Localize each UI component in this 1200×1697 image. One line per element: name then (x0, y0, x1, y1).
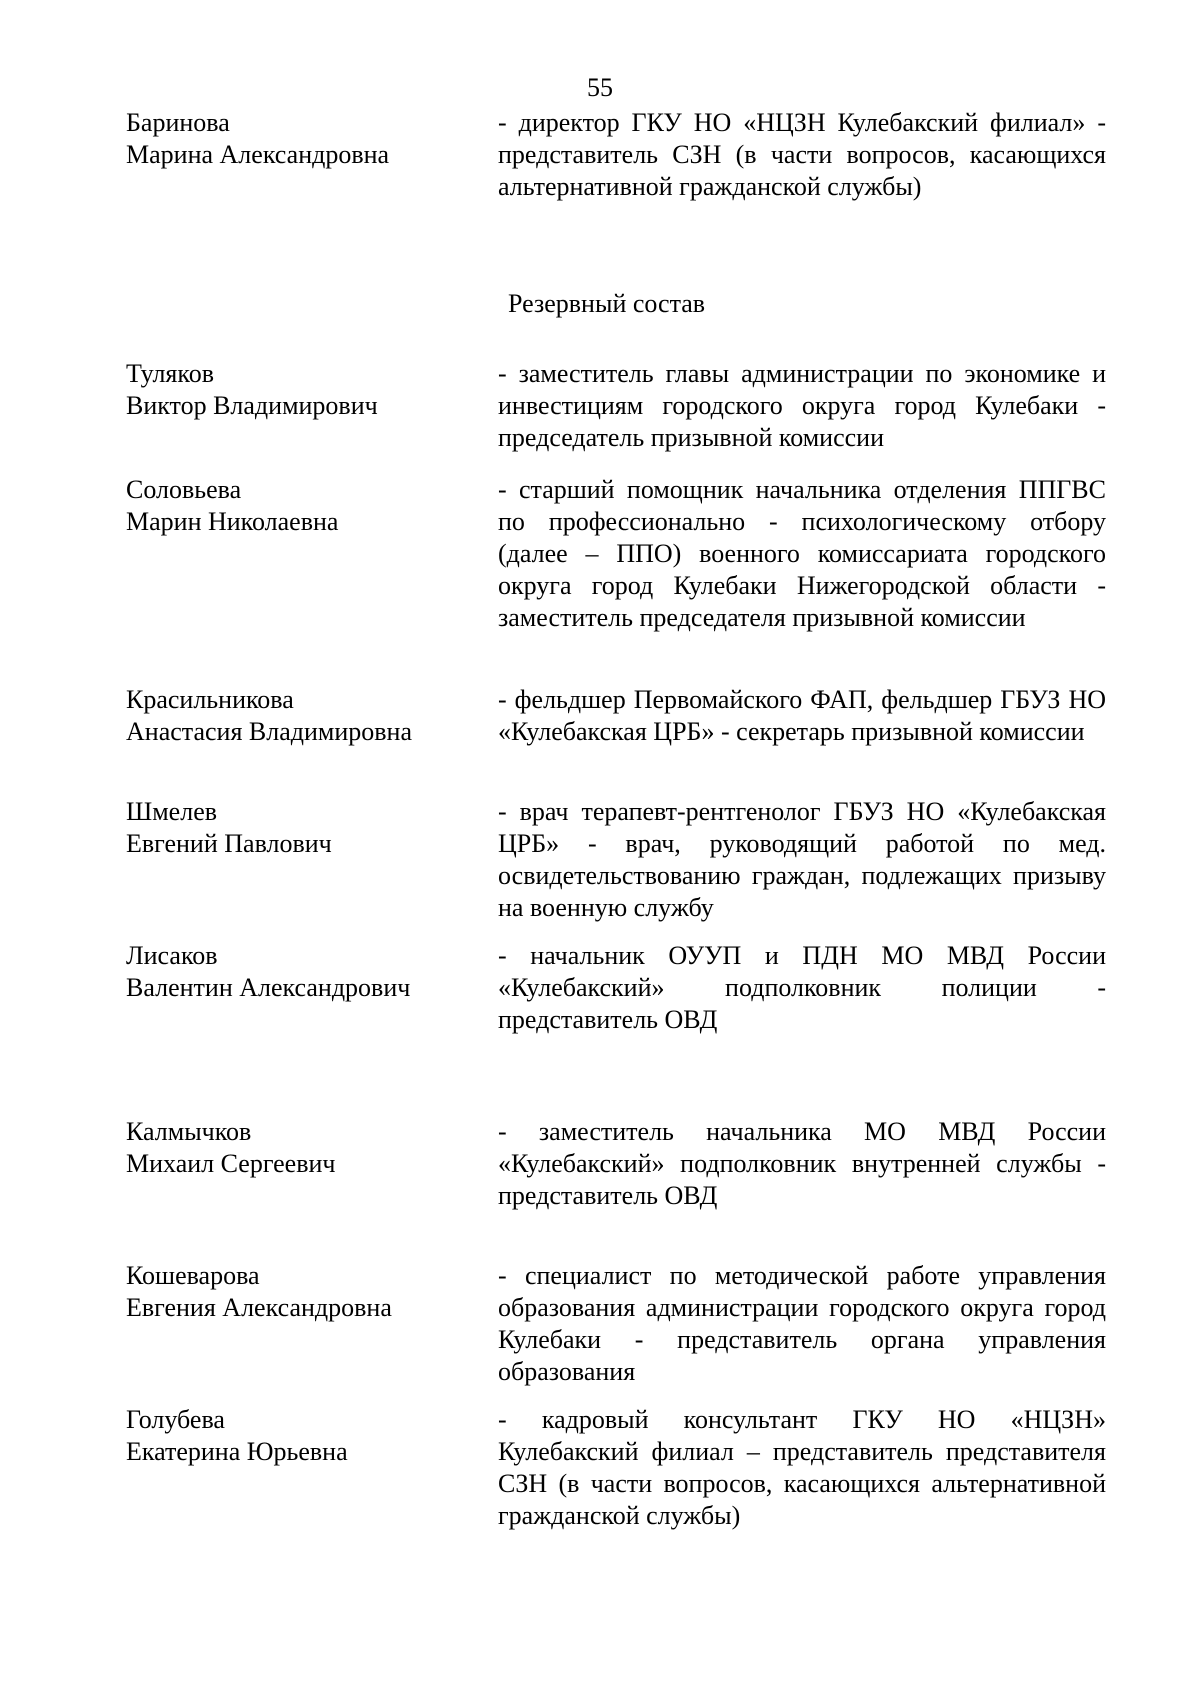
page-number: 55 (587, 73, 613, 102)
section-title: Резервный состав (508, 289, 706, 318)
member-role: - врач терапевт-рентгенолог ГБУЗ НО «Кулебакская ЦРБ» - врач, руководящий работой по мед. освидетельствованию граждан, подлежащих призыву на военную службу (498, 797, 1106, 922)
member-surname: Шмелев (126, 797, 218, 826)
member-role: - специалист по методической работе управления образования администрации городского округа город Кулебаки - представитель органа управления образования (498, 1261, 1106, 1386)
member-name (126, 1116, 486, 1180)
member-surname: Лисаков (126, 941, 218, 970)
member-name (126, 107, 486, 171)
member-given-names: Марин Николаевна (126, 507, 339, 536)
member-name (126, 684, 486, 748)
member-surname: Баринова (126, 108, 230, 137)
member-role: - директор ГКУ НО «НЦЗН Кулебакский филиал» - представитель СЗН (в части вопросов, касающихся альтернативной гражданской службы) (498, 108, 1106, 201)
member-given-names: Виктор Владимирович (126, 391, 378, 420)
member-given-names: Евгения Александровна (126, 1293, 392, 1322)
member-surname: Красильникова (126, 685, 294, 714)
member-role: - начальник ОУУП и ПДН МО МВД России «Кулебакский» подполковник полиции - представитель ОВД (498, 941, 1106, 1034)
member-role: - старший помощник начальника отделения ППГВС по профессионально - психологическому отбору (далее – ППО) военного комиссариата городского округа город Кулебаки Нижегородской области - заместитель председателя призывной комиссии (498, 475, 1106, 632)
member-surname: Калмычков (126, 1117, 252, 1146)
member-name (126, 358, 486, 422)
member-role: - заместитель начальника МО МВД России «Кулебакский» подполковник внутренней службы - представитель ОВД (498, 1117, 1106, 1210)
member-given-names: Валентин Александрович (126, 973, 411, 1002)
member-surname: Туляков (126, 359, 214, 388)
member-given-names: Евгений Павлович (126, 829, 332, 858)
member-surname: Голубева (126, 1405, 225, 1434)
member-surname: Соловьева (126, 475, 242, 504)
member-given-names: Марина Александровна (126, 140, 390, 169)
member-role: - фельдшер Первомайского ФАП, фельдшер ГБУЗ НО «Кулебакская ЦРБ» - секретарь призывной комиссии (498, 685, 1106, 746)
member-given-names: Михаил Сергеевич (126, 1149, 336, 1178)
member-role: - заместитель главы администрации по экономике и инвестициям городского округа город Кулебаки - председатель призывной комиссии (498, 359, 1106, 452)
member-role: - кадровый консультант ГКУ НО «НЦЗН» Кулебакский филиал – представитель представителя СЗН (в части вопросов, касающихся альтернативной гражданской службы) (498, 1405, 1106, 1530)
member-name (126, 474, 486, 538)
member-name (126, 940, 486, 1004)
member-name (126, 1260, 486, 1324)
member-given-names: Анастасия Владимировна (126, 717, 412, 746)
member-name (126, 796, 486, 860)
member-name (126, 1404, 486, 1468)
member-given-names: Екатерина Юрьевна (126, 1437, 348, 1466)
member-surname: Кошеварова (126, 1261, 260, 1290)
